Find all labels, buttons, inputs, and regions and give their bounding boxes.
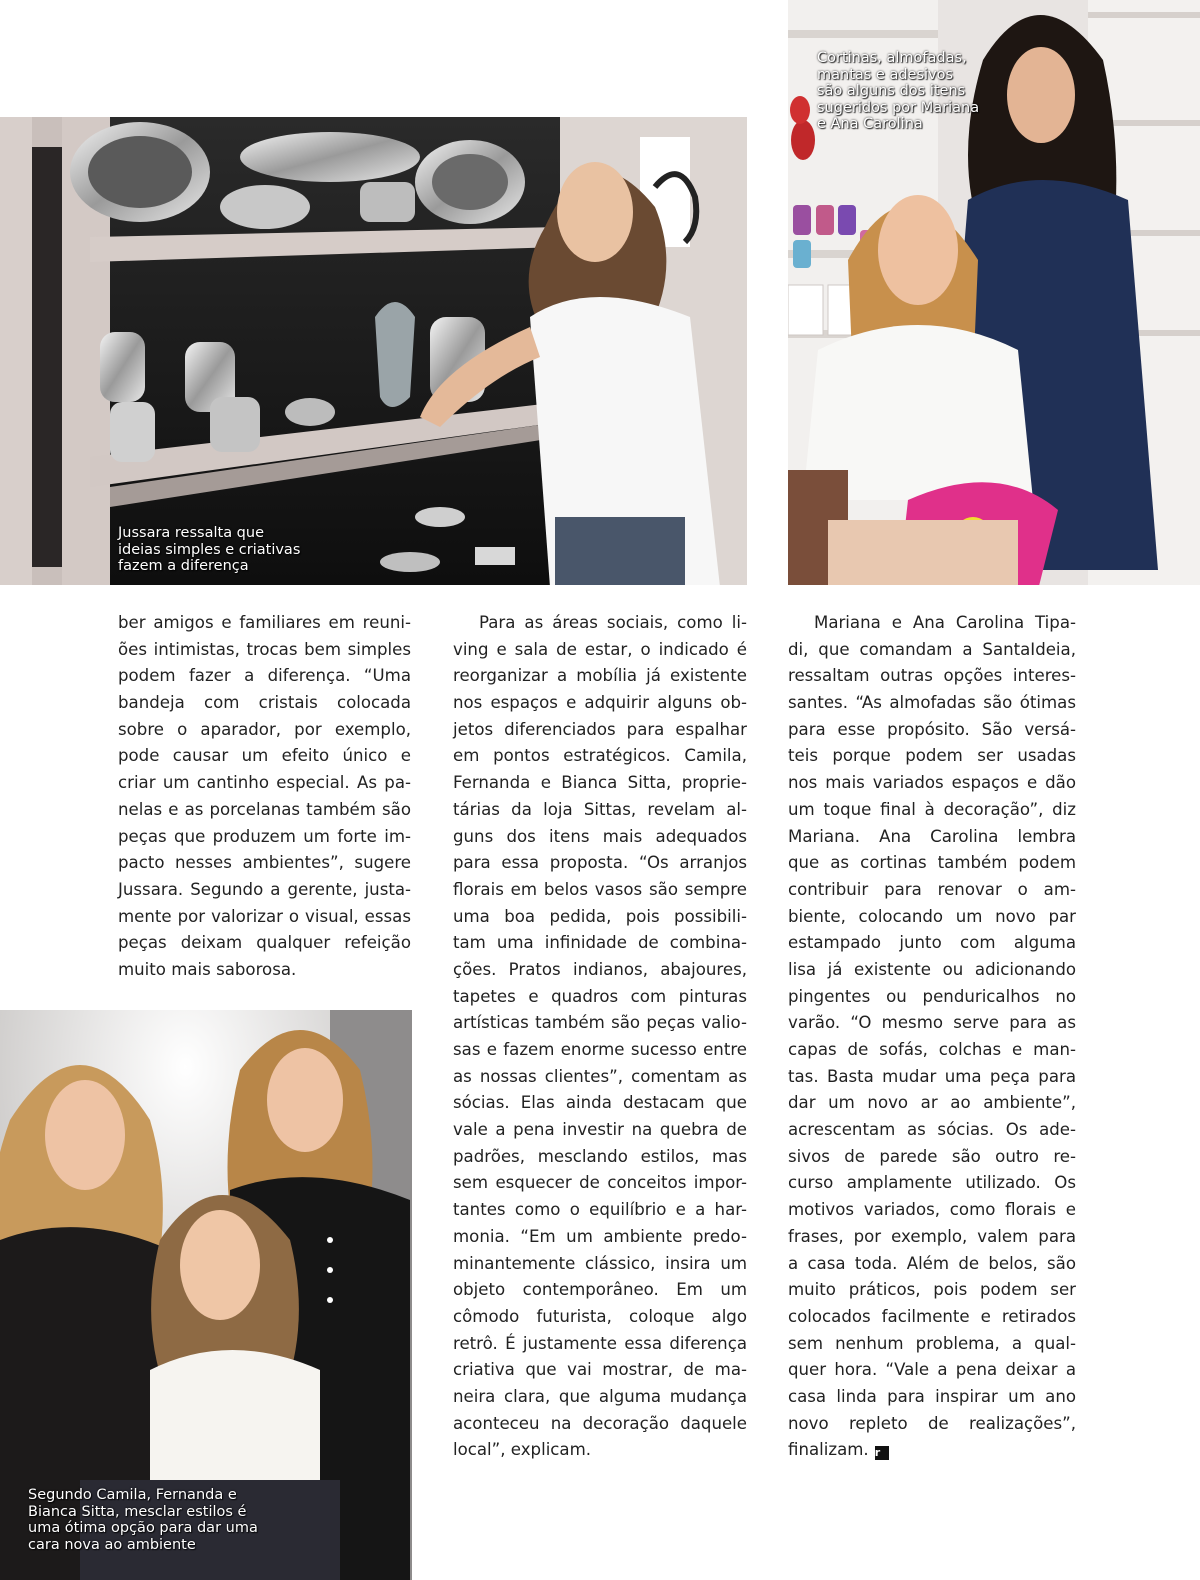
article-line: sócias. Elas ainda destacam que [453, 1093, 747, 1113]
caption-line: Bianca Sitta, mesclar estilos é [28, 1503, 247, 1520]
article-line: biente, colocando um novo par [788, 906, 1076, 926]
article-line: florais em belos vasos são sempre [453, 879, 747, 899]
article-column-2 [453, 610, 747, 1464]
caption-sittas [28, 1487, 258, 1553]
article-line: estampado junto com alguma [788, 933, 1076, 953]
article-line: ving e sala de estar, o indicado é [453, 639, 747, 659]
article-line: pode causar um efeito único e [118, 746, 411, 766]
caption-line: Cortinas, almofadas, [817, 50, 967, 66]
article-line: contribuir para renovar o am- [788, 879, 1076, 899]
article-line: neira clara, que alguma mudança [453, 1386, 747, 1406]
article-line: as nossas clientes”, comentam as [453, 1066, 747, 1086]
article-line: muito mais saborosa. [118, 959, 297, 979]
article-line: podem fazer a diferença. “Uma [118, 666, 411, 686]
article-line: tapetes e quadros com pinturas [453, 986, 747, 1006]
article-column-1 [118, 610, 411, 984]
article-line: ões intimistas, trocas bem simples [118, 639, 411, 659]
article-last-line [788, 1437, 1076, 1464]
caption-line: sugeridos por Mariana [817, 99, 980, 116]
article-line: colocados facilmente e retirados [788, 1306, 1076, 1326]
article-line: pingentes ou penduricalhos no [788, 986, 1076, 1006]
caption-line: ideias simples e criativas [118, 541, 301, 558]
article-line: artísticas também são peças valio- [453, 1013, 747, 1033]
article-line: sas e fazem enorme sucesso entre [453, 1040, 747, 1059]
article-line: quer hora. “Vale a pena deixar a [788, 1360, 1076, 1380]
article-line: retrô. É justamente essa diferença [453, 1333, 747, 1353]
article-line: criar um cantinho especial. As pa- [118, 773, 411, 793]
article-line: monia. “Em um ambiente predo- [453, 1226, 747, 1246]
article-line: bandeja com cristais colocada [118, 693, 411, 713]
article-line: a casa toda. Além de belos, são [788, 1253, 1076, 1273]
article-line: uma boa pedida, pois possibili- [453, 906, 747, 926]
caption-jussara [118, 525, 300, 575]
article-line: tárias da loja Sittas, revelam al- [453, 799, 747, 819]
article-line: motivos variados, como florais e [788, 1200, 1076, 1220]
article-line: em pontos estratégicos. Camila, [453, 746, 747, 766]
article-line: Mariana. Ana Carolina lembra [788, 826, 1076, 846]
article-line: acrescentam as sócias. Os ade- [788, 1120, 1076, 1140]
article-line: dar um novo ar ao ambiente”, [788, 1093, 1076, 1113]
photo-jussara-illustration [0, 117, 747, 585]
article-line: sem esquecer de conceitos impor- [453, 1173, 747, 1193]
article-line: ções. Pratos indianos, abajoures, [453, 959, 747, 979]
article-line: reorganizar a mobília já existente [453, 666, 747, 686]
photo-jussara-silverware [0, 117, 747, 585]
article-line: cômodo futurista, coloque algo [453, 1306, 747, 1326]
article-line: mente por valorizar o visual, essas [118, 906, 411, 926]
caption-santaideia [817, 50, 979, 133]
article-line: nelas e as porcelanas também são [118, 799, 411, 819]
article-line: que as cortinas também podem [788, 853, 1076, 873]
article-line: capas de sofás, colchas e man- [788, 1040, 1076, 1059]
article-line: Mariana e Ana Carolina Tipa- [814, 613, 1076, 632]
caption-line: mantas e adesivos [817, 66, 954, 83]
article-line: jetos diferenciados para espalhar [453, 719, 747, 739]
article-line: tantes como o equilíbrio e a har- [453, 1200, 747, 1220]
article-line: para essa proposta. “Os arranjos [453, 853, 747, 873]
article-line: Para as áreas sociais, como li- [479, 613, 747, 632]
article-line: um toque final à decoração”, diz [788, 799, 1076, 819]
article-line: vale a pena investir na quebra de [453, 1120, 747, 1140]
article-line: novo repleto de realizações”, [788, 1413, 1076, 1433]
article-line: di, que comandam a SantaIdeia, [788, 639, 1076, 659]
article-line: nos espaços e adquirir alguns ob- [453, 693, 747, 713]
article-line: local”, explicam. [453, 1440, 592, 1460]
caption-line: Segundo Camila, Fernanda e [28, 1487, 237, 1503]
article-line: Jussara. Segundo a gerente, justa- [118, 879, 411, 899]
article-line: minantemente clássico, insira um [453, 1253, 747, 1273]
article-line: sobre o aparador, por exemplo, [118, 719, 411, 739]
caption-line: e Ana Carolina [817, 116, 923, 132]
caption-line: uma ótima opção para dar uma [28, 1520, 258, 1536]
caption-line: cara nova ao ambiente [28, 1536, 196, 1553]
article-line: tas. Basta mudar uma peça para [788, 1066, 1076, 1086]
article-line: finalizam. [788, 1440, 869, 1460]
article-line: curso amplamente utilizado. Os [788, 1173, 1076, 1193]
article-line: frases, por exemplo, valem para [788, 1226, 1076, 1246]
article-line: casa linda para inspirar um ano [788, 1386, 1076, 1406]
article-line: santes. “As almofadas são ótimas [788, 693, 1076, 713]
article-line: sivos de parede são outro re- [788, 1146, 1076, 1166]
end-of-article-mark-icon: r [875, 1446, 889, 1460]
article-line: guns dos itens mais adequados [453, 826, 747, 846]
article-line: varão. “O mesmo serve para as [788, 1013, 1076, 1033]
caption-line: Jussara ressalta que [118, 525, 264, 541]
article-line: sem nenhum problema, a qual- [788, 1333, 1076, 1353]
article-line: tam uma infinidade de combina- [453, 933, 747, 953]
article-column-3 [788, 610, 1076, 1464]
article-line: lisa já existente ou adicionando [788, 959, 1076, 979]
article-line: ber amigos e familiares em reuni- [118, 613, 411, 632]
article-line: ressaltam outras opções interes- [788, 666, 1076, 686]
article-line: objeto contemporâneo. Em um [453, 1280, 747, 1300]
article-line: Fernanda e Bianca Sitta, proprie- [453, 773, 747, 793]
article-line: peças deixam qualquer refeição [118, 933, 411, 953]
caption-line: são alguns dos itens [817, 83, 966, 99]
caption-line: fazem a diferença [118, 558, 249, 574]
article-line: aconteceu na decoração daquele [453, 1413, 747, 1433]
article-line: pacto nesses ambientes”, sugere [118, 853, 411, 873]
article-line: muito práticos, pois podem ser [788, 1280, 1076, 1300]
article-line: padrões, mesclando estilos, mas [453, 1146, 747, 1166]
article-line: peças que produzem um forte im- [118, 826, 411, 846]
article-line: criativa que vai mostrar, de ma- [453, 1360, 747, 1380]
article-line: nos mais variados espaços e dão [788, 773, 1076, 793]
article-line: teis porque podem ser usadas [788, 746, 1076, 766]
article-line: para esse propósito. São versá- [788, 719, 1076, 739]
